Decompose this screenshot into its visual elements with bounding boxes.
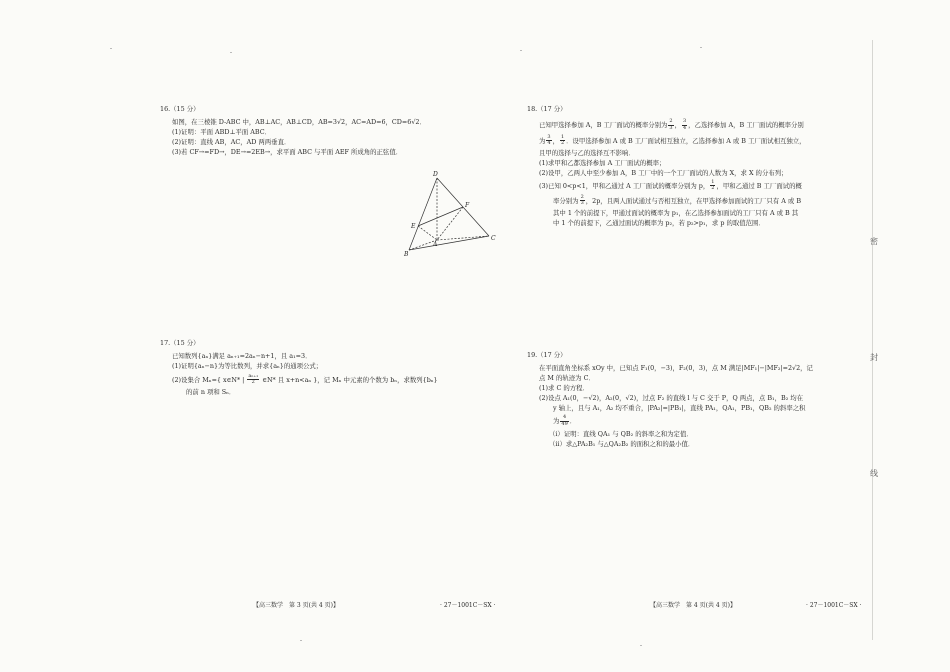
q16-part3: (3)若 CF→=FD→，DE→=2EB→，求平面 ABC 与平面 AEF 所成角的正弦值． [172,148,403,157]
label-F: F [465,202,470,209]
binding-line [872,40,873,640]
footer-left-page: 【高三数学 第 3 页(共 4 页)】 [253,602,339,609]
edge-AC [437,236,489,240]
q18-line3: 且甲的选择与乙的选择互不影响． [539,148,635,157]
question-19 [527,352,813,451]
q18-part3: (3)已知 0<p<1，甲和乙通过 A 工厂面试的概率分别为 p， $\frac{1}{2}$ ，甲和乙通过 B 工厂面试的概 [539,178,802,191]
label-A: A [433,241,438,248]
q18-part3-line4: 中 1 个的前提下，乙通过面试的概率为 p₂，若 p₂>p₁，求 p 的取值范围． [553,218,765,227]
scan-speck [520,50,522,51]
segment-FA [437,207,463,240]
q17-part2-cont: 的前 n 项和 Sₙ． [186,387,236,396]
question-18 [527,106,806,230]
q19-part-i: （ⅰ）证明：直线 QA₁ 与 QB₂ 的斜率之和为定值． [549,429,693,438]
edge-BC [409,236,489,250]
scan-speck [110,48,112,49]
scan-speck [300,640,302,641]
q16-title: 16.（15 分） [160,105,200,113]
q17-part2: (2)设集合 Mₙ={ x∈N* | $\frac{\text{aₙ₊₁}}{2}$ ∈N* 且 x+n<aₙ }，记 Mₙ 中元素的个数为 bₙ，求数列{bₙ} [172,372,438,386]
q18-part2: (2)设甲，乙两人中至少参加 A，B 工厂中的一个工厂面试的人数为 X，求 X 的分布列； [539,168,788,177]
label-B: B [404,251,409,258]
binding-char-mi: 密 [870,237,878,246]
scan-speck [640,645,642,646]
label-C: C [491,235,496,242]
label-D: D [433,171,438,178]
q18-line2: 为 $\frac{3}{4}$ ， $\frac{1}{2}$ ．设甲选择参加 A 或 B 工厂面试相互独立，乙选择参加 A 或 B 工厂面试相互独立， [539,133,806,146]
q18-title: 18.（17 分） [527,105,567,113]
q19-title: 19.（17 分） [527,351,567,359]
q18-line1: 已知甲选择参加 A，B 工厂面试的概率分别为 $\frac{2}{3}$ ， $\frac{3}{4}$ ，乙选择参加 A，B 工厂面试的概率分别 [539,118,804,131]
edge-DB [409,178,437,250]
label-E: E [411,223,416,230]
q19-part2-line3: 为 $\frac{4}{49}$ ． [553,414,577,427]
binding-char-feng: 封 [870,353,878,362]
question-16 [160,106,426,159]
scan-speck [700,47,702,48]
q17-title: 17.（15 分） [160,339,200,347]
question-17 [160,340,438,399]
q19-stem: 在平面直角坐标系 xOy 中，已知点 F₁(0，−3)，F₂(0，3)，点 M 满足|MF₁|−|MF₂|=2√2，记 [539,364,813,373]
footer-left-code: · 27－1001C－SX · [440,602,496,609]
segment-EA [418,226,437,240]
q19-stem-cont: 点 M 的轨迹为 C． [539,374,595,383]
q19-part-ii: （ⅱ）求△PA₂B₁ 与△QA₂B₂ 的面积之和的最小值． [549,439,695,448]
q16-part2: (2)证明：直线 AB，AC，AD 两两垂直． [172,138,291,147]
q19-part2: (2)设点 A₁(0，−√2)，A₂(0，√2)，过点 F₂ 的直线 l 与 C 交于 P，Q 两点，点 B₁，B₂ 均在 [539,394,804,403]
q18-part3-line3: 其中 1 个的前提下，甲通过面试的概率为 p₁，在乙选择参加面试的工厂只有 A 或 B 其 [553,208,799,217]
q18-part1: (1)求甲和乙都选择参加 A 工厂面试的概率； [539,158,666,167]
binding-char-xian: 线 [870,469,878,478]
scan-speck [230,52,232,53]
q16-stem: 如图，在三棱锥 D-ABC 中，AB⊥AC，AB⊥CD，AB=3√2，AC=AD=6，CD=6√2． [172,118,426,127]
fraction: $\frac{\text{aₙ₊₁}}{2}$ [248,372,259,386]
footer-right-code: · 27－1001C－SX · [806,602,862,609]
q19-part2-line2: y 轴上，且与 A₁，A₂ 均不重合，|PA₂|=|PB₁|，直线 PA₁，QA₁，PB₁，QB₂ 的斜率之积 [553,404,806,413]
q19-part1: (1)求 C 的方程． [539,384,589,393]
q18-part3-line2: 率分别为 $\frac{2}{3}$ ，2p，且两人面试通过与否相互独立，在甲选择参加面试的工厂只有 A 或 B [553,193,802,206]
q17-part1: (1)证明{aₙ−n}为等比数列，并求{aₙ}的通项公式； [172,362,323,371]
footer-right-page: 【高三数学 第 4 页(共 4 页)】 [650,602,736,609]
q17-stem: 已知数列{aₙ}满足 aₙ₊₁=2aₙ−n+1，且 a₁=3． [172,352,312,361]
q16-part1: (1)证明：平面 ABD⊥平面 ABC． [172,128,272,137]
tetrahedron-figure [395,170,505,260]
